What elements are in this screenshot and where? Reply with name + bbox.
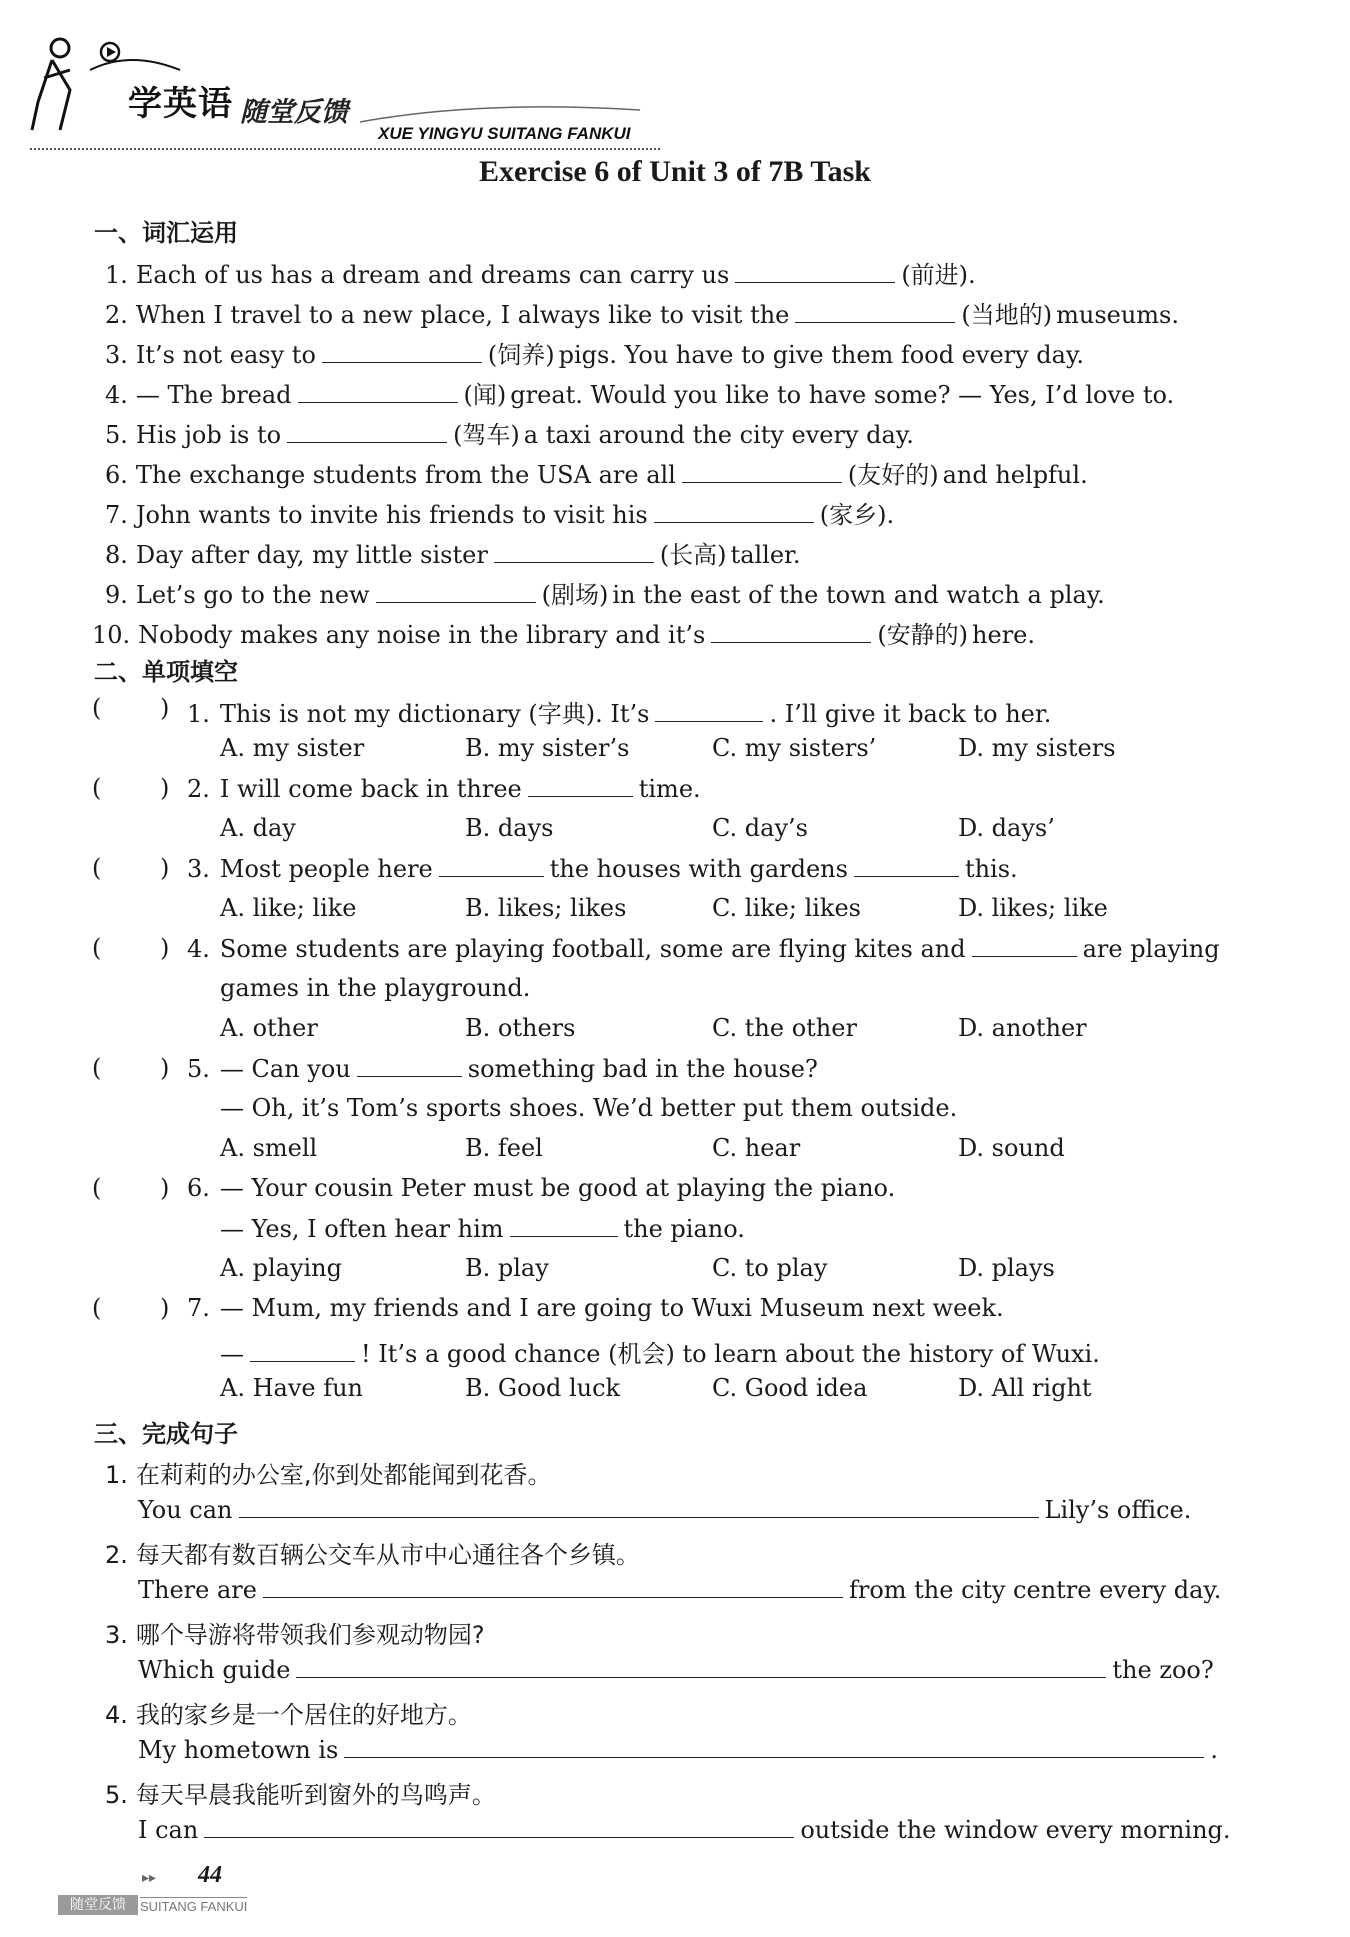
answer-blank[interactable] <box>682 460 842 483</box>
footer-tag: 随堂反馈 <box>58 1895 138 1915</box>
question-number: 6. <box>187 1174 210 1202</box>
answer-option[interactable]: D. All right <box>958 1374 1092 1402</box>
word-hint: (饲养) <box>487 341 555 369</box>
answer-blank[interactable] <box>287 420 447 443</box>
question-line <box>187 694 1051 729</box>
question-number: 2. <box>105 301 128 329</box>
vocab-question <box>105 575 1105 610</box>
chinese-prompt <box>105 1455 552 1490</box>
answer-blank[interactable] <box>344 1735 1204 1758</box>
question-number: 5. <box>105 421 128 449</box>
question-text: The exchange students from the USA are all <box>135 461 676 489</box>
question-line <box>187 1174 895 1202</box>
question-text-end: taller. <box>730 541 801 569</box>
answer-paren-open: ( <box>92 854 102 882</box>
question-text: — Your cousin Peter must be good at playing the piano. <box>219 1174 896 1202</box>
chinese-sentence: 我的家乡是一个居住的好地方。 <box>135 1701 472 1729</box>
answer-paren-close: ) <box>160 1174 170 1202</box>
answer-option[interactable]: C. hear <box>712 1134 801 1162</box>
vocab-question <box>105 255 976 290</box>
question-text: are playing <box>1082 935 1220 963</box>
english-answer-line <box>138 1575 1221 1604</box>
answer-option[interactable]: D. sound <box>958 1134 1065 1162</box>
question-line-continued <box>220 1214 745 1243</box>
question-text: Day after day, my little sister <box>135 541 488 569</box>
answer-blank[interactable] <box>296 1655 1106 1678</box>
sentence-start: My hometown is <box>138 1736 339 1764</box>
question-number: 2. <box>187 775 210 803</box>
english-answer-line <box>138 1815 1231 1844</box>
answer-paren-open: ( <box>92 1174 102 1202</box>
question-line <box>187 934 1220 963</box>
answer-option[interactable]: B. play <box>465 1254 549 1282</box>
question-number: 4. <box>105 1701 128 1729</box>
footer-tag-en: SUITANG FANKUI <box>140 1899 248 1914</box>
question-text: John wants to invite his friends to visit his <box>135 501 648 529</box>
question-text: Most people here <box>219 855 433 883</box>
answer-box[interactable] <box>108 854 158 882</box>
word-hint: (闻) <box>463 381 507 409</box>
word-hint: (前进). <box>901 261 976 289</box>
chinese-sentence: 哪个导游将带领我们参观动物园? <box>135 1621 485 1649</box>
question-text: the houses with gardens <box>549 855 848 883</box>
header-divider <box>30 148 660 150</box>
answer-paren-close: ) <box>160 1054 170 1082</box>
answer-blank[interactable] <box>376 580 536 603</box>
word-hint: (友好的) <box>847 461 939 489</box>
vocab-question <box>105 495 894 530</box>
question-number: 7. <box>187 1294 210 1322</box>
page-number: 44 <box>198 1862 222 1888</box>
question-text-end: in the east of the town and watch a play. <box>612 581 1105 609</box>
question-text: something bad in the house? <box>467 1055 818 1083</box>
answer-option[interactable]: D. another <box>958 1014 1087 1042</box>
answer-paren-close: ) <box>160 774 170 802</box>
footer-arrows: ▸▸ <box>142 1870 157 1886</box>
question-number: 3. <box>105 341 128 369</box>
answer-option[interactable]: C. my sisters’ <box>712 734 877 762</box>
answer-paren-open: ( <box>92 1294 102 1322</box>
question-text: — Oh, it’s Tom’s sports shoes. We’d better put them outside. <box>220 1094 958 1122</box>
question-text: Nobody makes any noise in the library and it’s <box>138 621 706 649</box>
page-title: Exercise 6 of Unit 3 of 7B Task <box>479 155 871 188</box>
answer-blank[interactable] <box>250 1339 355 1362</box>
answer-option[interactable]: D. days’ <box>958 814 1055 842</box>
header-logo <box>30 30 670 143</box>
sentence-end: from the city centre every day. <box>848 1576 1222 1604</box>
question-text-end: pigs. You have to give them food every day. <box>558 341 1084 369</box>
chinese-prompt <box>105 1695 472 1730</box>
logo-pinyin: XUE YINGYU SUITANG FANKUI <box>378 124 631 143</box>
sentence-end: outside the window every morning. <box>800 1816 1231 1844</box>
answer-blank[interactable] <box>510 1214 618 1237</box>
question-text-end: great. Would you like to have some? — Yes, I’d love to. <box>510 381 1175 409</box>
question-number: 10. <box>92 621 131 649</box>
question-number: 1. <box>105 1461 128 1489</box>
word-hint: (家乡). <box>819 501 895 529</box>
answer-option[interactable]: A. my sister <box>220 734 365 762</box>
answer-blank[interactable] <box>972 934 1077 957</box>
question-number: 5. <box>105 1781 128 1809</box>
vocab-question <box>105 375 1174 410</box>
question-text: — Can you <box>219 1055 351 1083</box>
chinese-sentence: 每天都有数百辆公交车从市中心通往各个乡镇。 <box>135 1541 640 1569</box>
answer-blank[interactable] <box>239 1495 1039 1518</box>
question-text: This is not my dictionary (字典). It’s <box>219 700 650 728</box>
answer-blank[interactable] <box>357 1054 462 1077</box>
answer-option[interactable]: A. day <box>220 814 296 842</box>
question-text: — The bread <box>135 381 292 409</box>
answer-blank[interactable] <box>298 380 458 403</box>
answer-option[interactable]: A. other <box>220 1014 318 1042</box>
chinese-prompt <box>105 1775 496 1810</box>
answer-box[interactable] <box>108 1054 158 1082</box>
word-hint: (剧场) <box>541 581 609 609</box>
answer-box[interactable] <box>108 934 158 962</box>
answer-paren-open: ( <box>92 694 102 722</box>
answer-blank[interactable] <box>528 774 633 797</box>
question-text: ! It’s a good chance (机会) to learn about the history of Wuxi. <box>361 1340 1100 1368</box>
vocab-question <box>105 415 914 450</box>
logo-chinese-subtitle: 随堂反馈 <box>240 97 348 128</box>
word-hint: (驾车) <box>453 421 520 449</box>
word-hint: (安静的) <box>877 621 969 649</box>
answer-box[interactable] <box>108 694 158 722</box>
question-text: Some students are playing football, some are flying kites and <box>219 935 966 963</box>
question-text: games in the playground. <box>220 974 531 1002</box>
answer-option[interactable]: A. playing <box>220 1254 342 1282</box>
question-number: 3. <box>105 1621 128 1649</box>
question-text: Each of us has a dream and dreams can carry us <box>135 261 730 289</box>
question-text: — <box>220 1340 244 1368</box>
answer-option[interactable]: A. like; like <box>220 894 357 922</box>
answer-option[interactable]: B. feel <box>465 1134 543 1162</box>
question-text: time. <box>638 775 701 803</box>
answer-option[interactable]: B. Good luck <box>465 1374 621 1402</box>
answer-option[interactable]: C. to play <box>712 1254 828 1282</box>
question-text-end: museums. <box>1056 301 1180 329</box>
question-number: 1. <box>187 700 210 728</box>
english-answer-line <box>138 1735 1218 1764</box>
word-hint: (长高) <box>659 541 727 569</box>
question-text: . I’ll give it back to her. <box>769 700 1052 728</box>
vocab-question <box>105 295 1179 330</box>
sentence-end: the zoo? <box>1112 1656 1214 1684</box>
english-answer-line <box>138 1655 1214 1684</box>
answer-blank[interactable] <box>204 1815 794 1838</box>
answer-option[interactable]: A. smell <box>220 1134 318 1162</box>
section-heading-complete-sentences: 三、完成句子 <box>94 1420 238 1448</box>
answer-option[interactable]: C. day’s <box>712 814 808 842</box>
question-line <box>187 774 701 803</box>
question-line-continued <box>220 974 530 1002</box>
answer-blank[interactable] <box>439 854 544 877</box>
question-text: When I travel to a new place, I always like to visit the <box>135 301 790 329</box>
question-number: 4. <box>105 381 128 409</box>
question-number: 7. <box>105 501 128 529</box>
section-heading-vocab: 一、词汇运用 <box>94 219 238 247</box>
answer-blank[interactable] <box>655 699 763 722</box>
question-line <box>187 854 1018 883</box>
answer-paren-open: ( <box>92 774 102 802</box>
vocab-question <box>92 615 1035 650</box>
sentence-start: You can <box>138 1496 233 1524</box>
chinese-sentence: 每天早晨我能听到窗外的鸟鸣声。 <box>135 1781 496 1809</box>
answer-option[interactable]: B. likes; likes <box>465 894 627 922</box>
question-number: 3. <box>187 855 210 883</box>
question-text: — Yes, I often hear him <box>220 1215 504 1243</box>
answer-blank[interactable] <box>322 340 482 363</box>
question-text: this. <box>964 855 1018 883</box>
question-number: 1. <box>105 261 128 289</box>
answer-option[interactable]: D. likes; like <box>958 894 1108 922</box>
vocab-question <box>105 535 801 570</box>
answer-option[interactable]: C. Good idea <box>712 1374 868 1402</box>
question-line-continued <box>220 1334 1100 1369</box>
answer-option[interactable]: A. Have fun <box>220 1374 364 1402</box>
vocab-question <box>105 335 1084 370</box>
english-answer-line <box>138 1495 1191 1524</box>
answer-blank[interactable] <box>711 620 871 643</box>
answer-option[interactable]: B. others <box>465 1014 576 1042</box>
answer-box[interactable] <box>108 1294 158 1322</box>
answer-option[interactable]: D. my sisters <box>958 734 1116 762</box>
answer-paren-open: ( <box>92 934 102 962</box>
question-text-end: a taxi around the city every day. <box>523 421 914 449</box>
section-heading-multiple-choice: 二、单项填空 <box>94 658 238 686</box>
answer-blank[interactable] <box>263 1575 843 1598</box>
question-number: 5. <box>187 1055 210 1083</box>
question-text: His job is to <box>135 421 282 449</box>
question-text: It’s not easy to <box>135 341 316 369</box>
answer-option[interactable]: C. the other <box>712 1014 857 1042</box>
answer-option[interactable]: C. like; likes <box>712 894 861 922</box>
question-text: — Mum, my friends and I are going to Wuxi Museum next week. <box>219 1294 1004 1322</box>
answer-paren-close: ) <box>160 854 170 882</box>
question-number: 2. <box>105 1541 128 1569</box>
question-number: 4. <box>187 935 210 963</box>
question-line <box>187 1294 1004 1322</box>
answer-paren-close: ) <box>160 934 170 962</box>
logo-chinese-title: 学英语 <box>128 84 233 124</box>
question-text-end: and helpful. <box>942 461 1088 489</box>
sentence-end: Lily’s office. <box>1044 1496 1192 1524</box>
question-number: 9. <box>105 581 128 609</box>
answer-option[interactable]: B. my sister’s <box>465 734 630 762</box>
vocab-question <box>105 455 1088 490</box>
answer-paren-close: ) <box>160 694 170 722</box>
answer-option[interactable]: D. plays <box>958 1254 1055 1282</box>
answer-blank[interactable] <box>854 854 959 877</box>
word-hint: (当地的) <box>961 301 1053 329</box>
chinese-sentence: 在莉莉的办公室,你到处都能闻到花香。 <box>135 1461 552 1489</box>
answer-option[interactable]: B. days <box>465 814 554 842</box>
question-text-end: here. <box>972 621 1036 649</box>
question-number: 8. <box>105 541 128 569</box>
sentence-start: I can <box>138 1816 199 1844</box>
sentence-start: There are <box>138 1576 257 1604</box>
question-text: Let’s go to the new <box>135 581 370 609</box>
answer-paren-open: ( <box>92 1054 102 1082</box>
answer-box[interactable] <box>108 1174 158 1202</box>
answer-blank[interactable] <box>654 500 814 523</box>
answer-paren-close: ) <box>160 1294 170 1322</box>
question-line <box>187 1054 818 1083</box>
question-number: 6. <box>105 461 128 489</box>
answer-blank[interactable] <box>735 260 895 283</box>
answer-box[interactable] <box>108 774 158 802</box>
answer-blank[interactable] <box>494 540 654 563</box>
question-text: the piano. <box>623 1215 745 1243</box>
sentence-start: Which guide <box>138 1656 291 1684</box>
chinese-prompt <box>105 1615 485 1650</box>
answer-blank[interactable] <box>795 300 955 323</box>
question-text: I will come back in three <box>219 775 522 803</box>
chinese-prompt <box>105 1535 640 1570</box>
sentence-end: . <box>1210 1736 1218 1764</box>
question-line-continued <box>220 1094 957 1122</box>
